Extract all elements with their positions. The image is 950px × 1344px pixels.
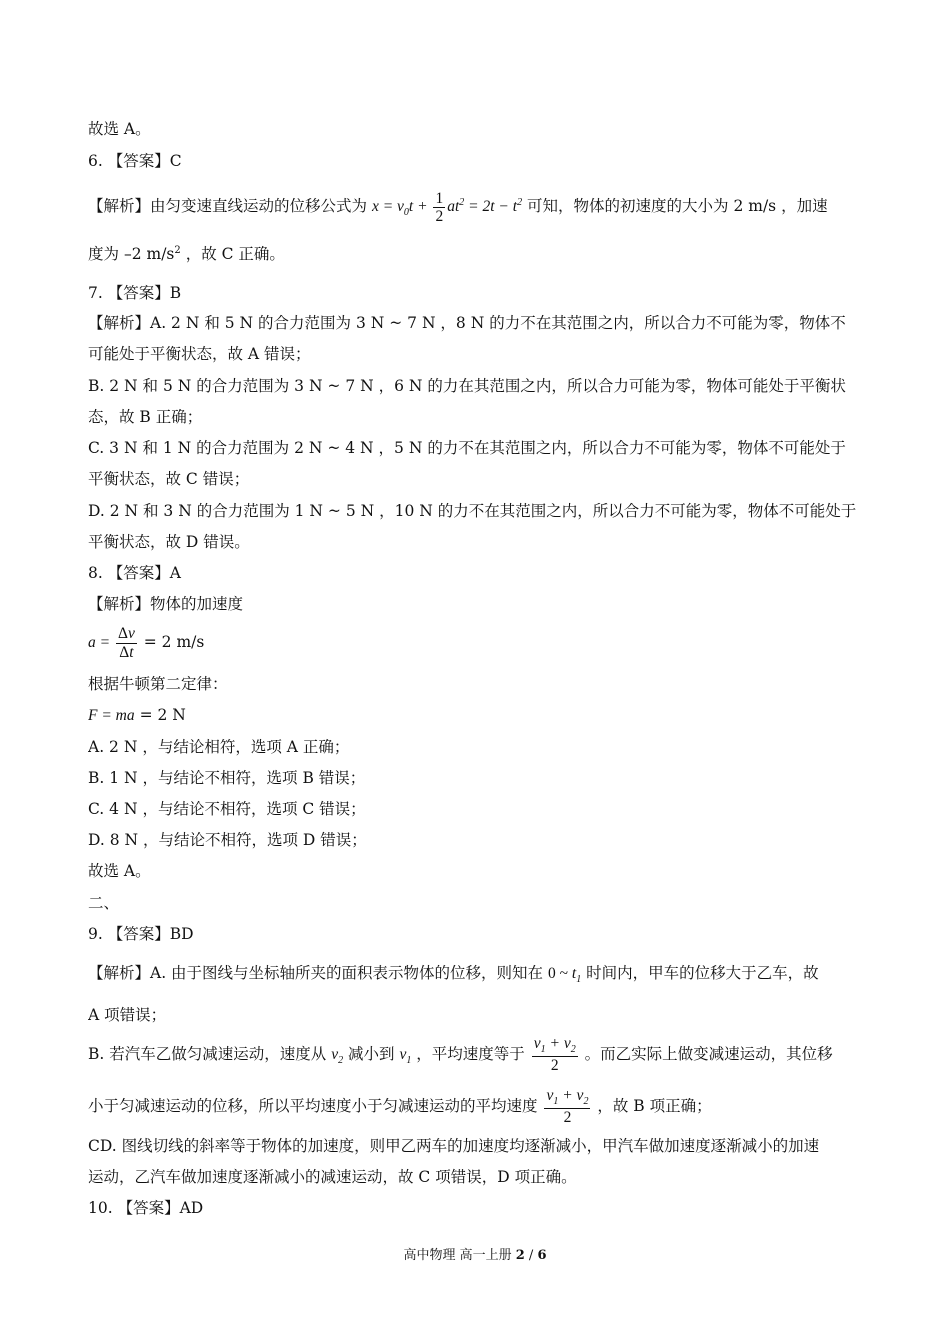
text-line: B. 若汽车乙做匀减速运动，速度从 $v_2$ 减小到 $v_1$ ，平均速度等于 $\frac{v_1 + v_2}{2}$ 。而乙实际上做变减速运动，其位移	[88, 1035, 833, 1075]
text-line: 运动，乙汽车做加速度逐渐减小的减速运动，故 C 项错误，D 项正确。	[88, 1168, 577, 1186]
answer-heading-6: 6. 【答案】C	[88, 152, 182, 170]
answer-heading-7: 7. 【答案】B	[88, 284, 182, 302]
formula-line: a = $\frac{\Delta v}{\Delta t}$ = 2 m/s	[88, 625, 205, 661]
text-line: C. 3 N 和 1 N 的合力范围为 2 N ~ 4 N ，5 N 的力不在其范围之内，所以合力不可能为零，物体不可能处于	[88, 439, 846, 457]
section-heading: 二、	[88, 894, 120, 912]
page-number: 2	[515, 1248, 525, 1263]
page-footer: 高中物理 高一上册 2 / 6	[403, 1248, 547, 1263]
text-line: 小于匀减速运动的位移，所以平均速度小于匀减速运动的平均速度 $\frac{v_1 + v_2}{2}$ ，故 B 项正确；	[88, 1087, 712, 1127]
text-line: 可能处于平衡状态，故 A 错误；	[88, 345, 311, 363]
page-total: 6	[537, 1248, 547, 1263]
math-displacement-formula: $x = v_0t$ + $\frac{1}{2}$ $at^2 = 2t - t^2$	[371, 189, 523, 226]
formula-line: F = ma = 2 N	[88, 706, 186, 724]
math-newton-second-law: F = ma	[88, 707, 135, 724]
text-line: D. 8 N ，与结论不相符，选项 D 错误；	[88, 831, 367, 849]
text-line: 根据牛顿第二定律：	[88, 675, 228, 693]
text-line: B. 1 N ，与结论不相符，选项 B 错误；	[88, 769, 366, 787]
text-line: CD. 图线切线的斜率等于物体的加速度，则甲乙两车的加速度均逐渐减小，甲汽车做加速度逐渐减小的加速	[88, 1137, 820, 1155]
answer-heading-9: 9. 【答案】BD	[88, 925, 194, 943]
text-line: 故选 A。	[88, 862, 151, 880]
text-line: 【解析】物体的加速度	[88, 595, 244, 613]
math-average-velocity: $\frac{v_1 + v_2}{2}$	[546, 1087, 589, 1127]
math-average-velocity: $\frac{v_1 + v_2}{2}$	[533, 1035, 576, 1075]
math-acceleration: a = $\frac{\Delta v}{\Delta t}$	[88, 625, 135, 661]
text-line: 【解析】A. 2 N 和 5 N 的合力范围为 3 N ~ 7 N ，8 N 的力不在其范围之内，所以合力不可能为零，物体不	[88, 314, 846, 332]
text-line: 度为 –2 $m/s^2$ ，故 C 正确。	[88, 245, 285, 264]
text-line: 【解析】由匀变速直线运动的位移公式为 $x = v_0t$ + $\frac{1}{2}$ $at^2 = 2t - t^2$ 可知，物体的初速度的大小为 2 m/s ，加速	[88, 189, 828, 226]
text-line: 平衡状态，故 C 错误；	[88, 470, 250, 488]
text-line: C. 4 N ，与结论不相符，选项 C 错误；	[88, 800, 366, 818]
text-line: A 项错误；	[88, 1006, 167, 1024]
text-line: A. 2 N ，与结论相符，选项 A 正确；	[88, 738, 350, 756]
answer-heading-10: 10. 【答案】AD	[88, 1199, 204, 1217]
text-line: B. 2 N 和 5 N 的合力范围为 3 N ~ 7 N ，6 N 的力在其范围之内，所以合力可能为零，物体可能处于平衡状	[88, 377, 846, 395]
text-line: D. 2 N 和 3 N 的合力范围为 1 N ~ 5 N ，10 N 的力不在其范围之内，所以合力不可能为零，物体不可能处于	[88, 502, 857, 520]
math-time-interval: 0 ~ $t_1$	[548, 965, 582, 986]
text-line: 平衡状态，故 D 错误。	[88, 533, 250, 551]
text-line: 态，故 B 正确；	[88, 408, 203, 426]
text-line: 【解析】A. 由于图线与坐标轴所夹的面积表示物体的位移，则知在 0 ~ $t_1$ 时间内，甲车的位移大于乙车，故	[88, 964, 819, 986]
text-line: 故选 A。	[88, 120, 151, 138]
answer-heading-8: 8. 【答案】A	[88, 564, 181, 582]
